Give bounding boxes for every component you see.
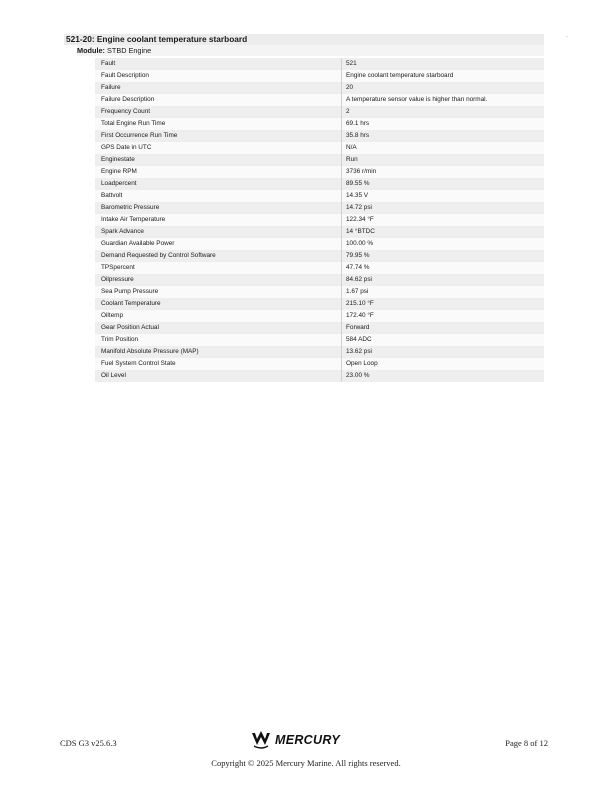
table-row <box>95 58 544 70</box>
row-label: Total Engine Run Time <box>95 118 342 130</box>
row-value: 14.35 V <box>342 190 545 202</box>
row-value: 521 <box>342 58 545 70</box>
table-row <box>95 334 544 346</box>
row-value: Forward <box>342 322 545 334</box>
module-label: Module: <box>77 46 105 55</box>
table-row <box>95 214 544 226</box>
page-footer <box>0 728 612 778</box>
row-label: Spark Advance <box>95 226 342 238</box>
row-value: Engine coolant temperature starboard <box>342 70 545 82</box>
table-row <box>95 94 544 106</box>
table-row <box>95 70 544 82</box>
row-label: Enginestate <box>95 154 342 166</box>
row-value: 122.34 °F <box>342 214 545 226</box>
table-row <box>95 370 544 382</box>
row-label: Fuel System Control State <box>95 358 342 370</box>
table-row <box>95 358 544 370</box>
row-value: 584 ADC <box>342 334 545 346</box>
row-value: Open Loop <box>342 358 545 370</box>
row-value: 1.67 psi <box>342 286 545 298</box>
corner-mark: - <box>566 34 568 40</box>
module-header <box>77 45 544 56</box>
table-row <box>95 262 544 274</box>
fault-title: 521-20: Engine coolant temperature starboard <box>64 34 544 45</box>
table-row <box>95 178 544 190</box>
table-row <box>95 106 544 118</box>
row-label: Fault <box>95 58 342 70</box>
table-row <box>95 154 544 166</box>
table-row <box>95 238 544 250</box>
row-label: GPS Date in UTC <box>95 142 342 154</box>
table-row <box>95 310 544 322</box>
row-label: Oilpressure <box>95 274 342 286</box>
row-value: 13.62 psi <box>342 346 545 358</box>
row-value: 14.72 psi <box>342 202 545 214</box>
row-value: 23.00 % <box>342 370 545 382</box>
row-value: 172.40 °F <box>342 310 545 322</box>
row-value: 69.1 hrs <box>342 118 545 130</box>
row-label: Frequency Count <box>95 106 342 118</box>
row-label: Failure Description <box>95 94 342 106</box>
row-label: Engine RPM <box>95 166 342 178</box>
mercury-logo-icon <box>250 729 272 749</box>
table-row <box>95 166 544 178</box>
row-label: Demand Requested by Control Software <box>95 250 342 262</box>
row-value: 215.10 °F <box>342 298 545 310</box>
fault-details-table <box>95 58 544 382</box>
row-label: TPSpercent <box>95 262 342 274</box>
table-row <box>95 130 544 142</box>
row-value: 35.8 hrs <box>342 130 545 142</box>
row-label: Loadpercent <box>95 178 342 190</box>
row-label: Sea Pump Pressure <box>95 286 342 298</box>
copyright-notice: Copyright © 2025 Mercury Marine. All rights reserved. <box>211 758 401 768</box>
table-row <box>95 274 544 286</box>
row-label: Gear Position Actual <box>95 322 342 334</box>
row-label: Trim Position <box>95 334 342 346</box>
row-value: N/A <box>342 142 545 154</box>
page-number: Page 8 of 12 <box>505 738 548 748</box>
row-value: 89.55 % <box>342 178 545 190</box>
table-row <box>95 202 544 214</box>
row-value: 84.62 psi <box>342 274 545 286</box>
row-label: First Occurrence Run Time <box>95 130 342 142</box>
table-row <box>95 142 544 154</box>
row-label: Oiltemp <box>95 310 342 322</box>
row-label: Battvolt <box>95 190 342 202</box>
row-value: 3736 r/min <box>342 166 545 178</box>
row-label: Intake Air Temperature <box>95 214 342 226</box>
logo-text: MERCURY <box>275 733 341 747</box>
table-row <box>95 226 544 238</box>
table-row <box>95 250 544 262</box>
row-value: 14 °BTDC <box>342 226 545 238</box>
row-value: Run <box>342 154 545 166</box>
row-value: 47.74 % <box>342 262 545 274</box>
row-value: 100.00 % <box>342 238 545 250</box>
row-value: 2 <box>342 106 545 118</box>
row-value: 20 <box>342 82 545 94</box>
table-row <box>95 190 544 202</box>
table-row <box>95 286 544 298</box>
row-label: Failure <box>95 82 342 94</box>
table-row <box>95 346 544 358</box>
row-label: Coolant Temperature <box>95 298 342 310</box>
row-label: Barometric Pressure <box>95 202 342 214</box>
module-value: STBD Engine <box>107 46 152 55</box>
row-value: A temperature sensor value is higher than normal. <box>342 94 545 106</box>
table-row <box>95 118 544 130</box>
row-value: 79.95 % <box>342 250 545 262</box>
row-label: Fault Description <box>95 70 342 82</box>
table-row <box>95 322 544 334</box>
row-label: Guardian Available Power <box>95 238 342 250</box>
table-row <box>95 298 544 310</box>
row-label: Oil Level <box>95 370 342 382</box>
row-label: Manifold Absolute Pressure (MAP) <box>95 346 342 358</box>
software-version: CDS G3 v25.6.3 <box>60 738 117 748</box>
table-row <box>95 82 544 94</box>
